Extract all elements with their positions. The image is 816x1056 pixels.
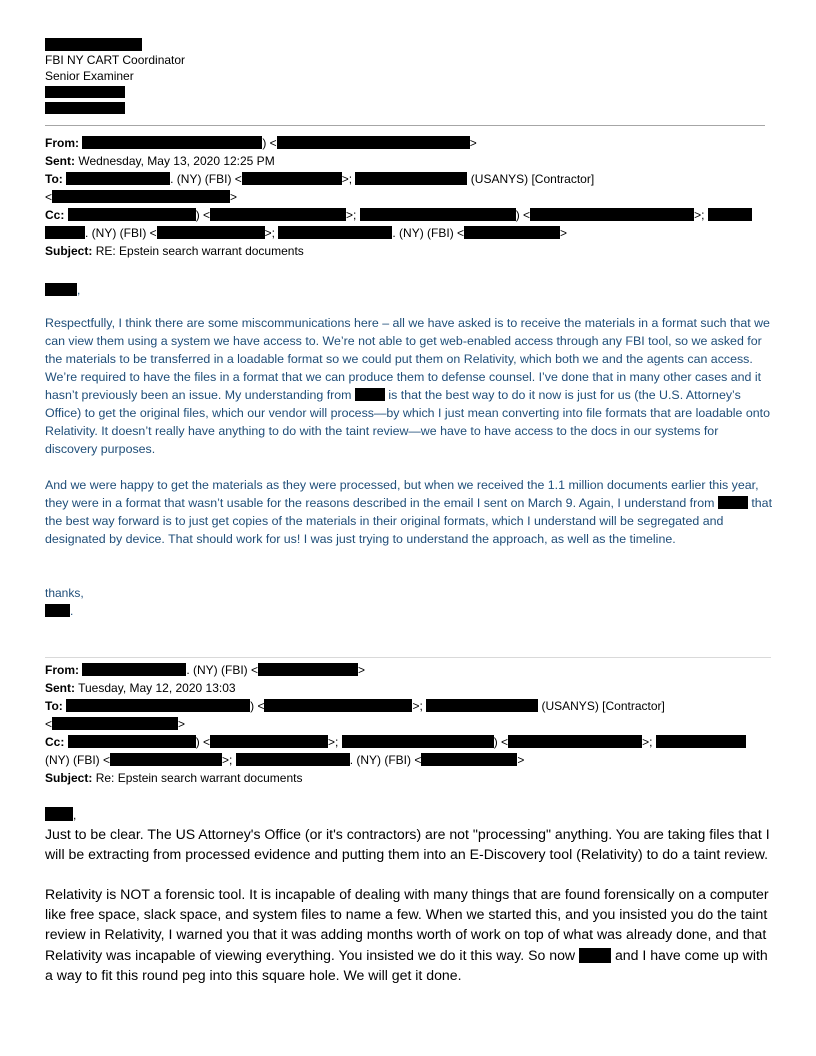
redaction	[277, 136, 470, 149]
redaction	[210, 735, 328, 748]
redaction	[45, 604, 70, 617]
email1-sent: Sent: Wednesday, May 13, 2020 12:25 PM	[45, 154, 275, 168]
redaction	[355, 388, 385, 401]
redaction	[579, 948, 611, 963]
email1-cc-cont: . (NY) (FBI) < >; . (NY) (FBI) < >	[45, 224, 567, 242]
email1-from: From: ) < >	[45, 136, 477, 150]
redaction	[264, 699, 412, 712]
email2-to-cont: < >	[45, 717, 186, 731]
email2-paragraph-2: Relativity is NOT a forensic tool. It is incapable of dealing with many things that are found forensically on a computer like free space, slack space, and system files to name a few. When we started this, and you insisted you do the taint review in Relativity, I warned you that it was adding months worth of work on top of what was already done, and that Relativity was incapable of viewing everything. You insisted we do it this way. So now and I have come up with a way to fit this round peg into this square hole. We will get it done.	[45, 886, 769, 983]
redaction	[45, 226, 85, 239]
email1-paragraph-1: Respectfully, I think there are some miscommunications here – all we have asked is to receive the materials in a format such that we can view them using a system we have access to. We’re not able to get web-enabled access through any FBI tool, so we asked for the materials to be transferred in a loadable format so we could put them on Relativity, which both we and the agents can access. We’re required to have the files in a format that we can produce them to defense counsel. I’ve done that in many other cases and it hasn’t previously been an issue. My understanding from is that the best way to do it now is just for us (the U.S. Attorney’s Office) to get the original files, which our vendor will process—by which I just mean converting into file formats that are loadable onto Relativity. It doesn’t really have anything to do with the taint review—we have to have access to the docs in our systems for discovery purposes.	[45, 316, 770, 456]
redaction	[45, 86, 125, 98]
redaction	[464, 226, 560, 239]
redaction	[66, 172, 170, 185]
redaction	[52, 190, 230, 203]
redaction	[530, 208, 694, 221]
redaction	[110, 753, 222, 766]
redaction	[210, 208, 346, 221]
email1-to: To: . (NY) (FBI) < >; (USANYS) [Contractor]	[45, 172, 595, 186]
redaction	[258, 663, 358, 676]
email2-sent: Sent: Tuesday, May 12, 2020 13:03	[45, 681, 236, 695]
email2-cc-cont: (NY) (FBI) < >; . (NY) (FBI) < >	[45, 753, 525, 767]
redaction	[355, 172, 467, 185]
redaction	[426, 699, 538, 712]
redaction	[421, 753, 517, 766]
redaction	[360, 208, 516, 221]
redaction	[242, 172, 342, 185]
redaction	[82, 136, 262, 149]
redaction	[45, 807, 73, 821]
email1-subject: Subject: RE: Epstein search warrant documents	[45, 244, 304, 258]
email2-from: From: . (NY) (FBI) < >	[45, 663, 366, 677]
email1-greeting: ,	[45, 281, 80, 299]
divider	[45, 125, 765, 126]
redaction	[236, 753, 350, 766]
redaction	[278, 226, 392, 239]
divider	[45, 657, 771, 658]
redaction	[45, 102, 125, 114]
redaction	[68, 735, 196, 748]
email2-greeting: ,	[45, 806, 76, 824]
redaction	[68, 208, 196, 221]
email1-closing: thanks,	[45, 586, 84, 600]
email2-subject: Subject: Re: Epstein search warrant documents	[45, 771, 303, 785]
redaction	[708, 208, 752, 221]
redaction	[66, 699, 250, 712]
redaction	[656, 735, 746, 748]
email1-signoff: .	[45, 602, 73, 620]
signature-title: FBI NY CART Coordinator	[45, 53, 186, 67]
email1-paragraph-2: And we were happy to get the materials as they were processed, but when we received the 1.1 million documents earlier this year, they were in a format that wasn’t usable for the reasons described in the email I sent on March 9. Again, I understand from that the best way forward is to just get copies of the materials in their original formats, which I understand will be segregated and designated by device. That should work for us! I was just trying to understand the approach, as well as the timeline.	[45, 478, 773, 546]
email2-to: To: ) < >; (USANYS) [Contractor]	[45, 699, 665, 713]
email2-paragraph-1: Just to be clear. The US Attorney's Office (or it's contractors) are not "processing" anything. You are taking files that I will be extracting from processed evidence and putting them into an E-Discovery tool (Relativity) to do a taint review.	[45, 826, 770, 863]
redaction	[342, 735, 494, 748]
email1-to-cont: < >	[45, 190, 238, 204]
redaction	[52, 717, 178, 730]
redaction	[45, 38, 142, 51]
redaction	[45, 283, 77, 296]
redaction	[82, 663, 186, 676]
email1-cc: Cc: ) < >; ) < >;	[45, 206, 752, 224]
redaction	[157, 226, 265, 239]
signature-role: Senior Examiner	[45, 69, 134, 83]
email2-cc: Cc: ) < >; ) < >;	[45, 733, 746, 751]
redaction	[718, 496, 748, 509]
redaction	[508, 735, 642, 748]
